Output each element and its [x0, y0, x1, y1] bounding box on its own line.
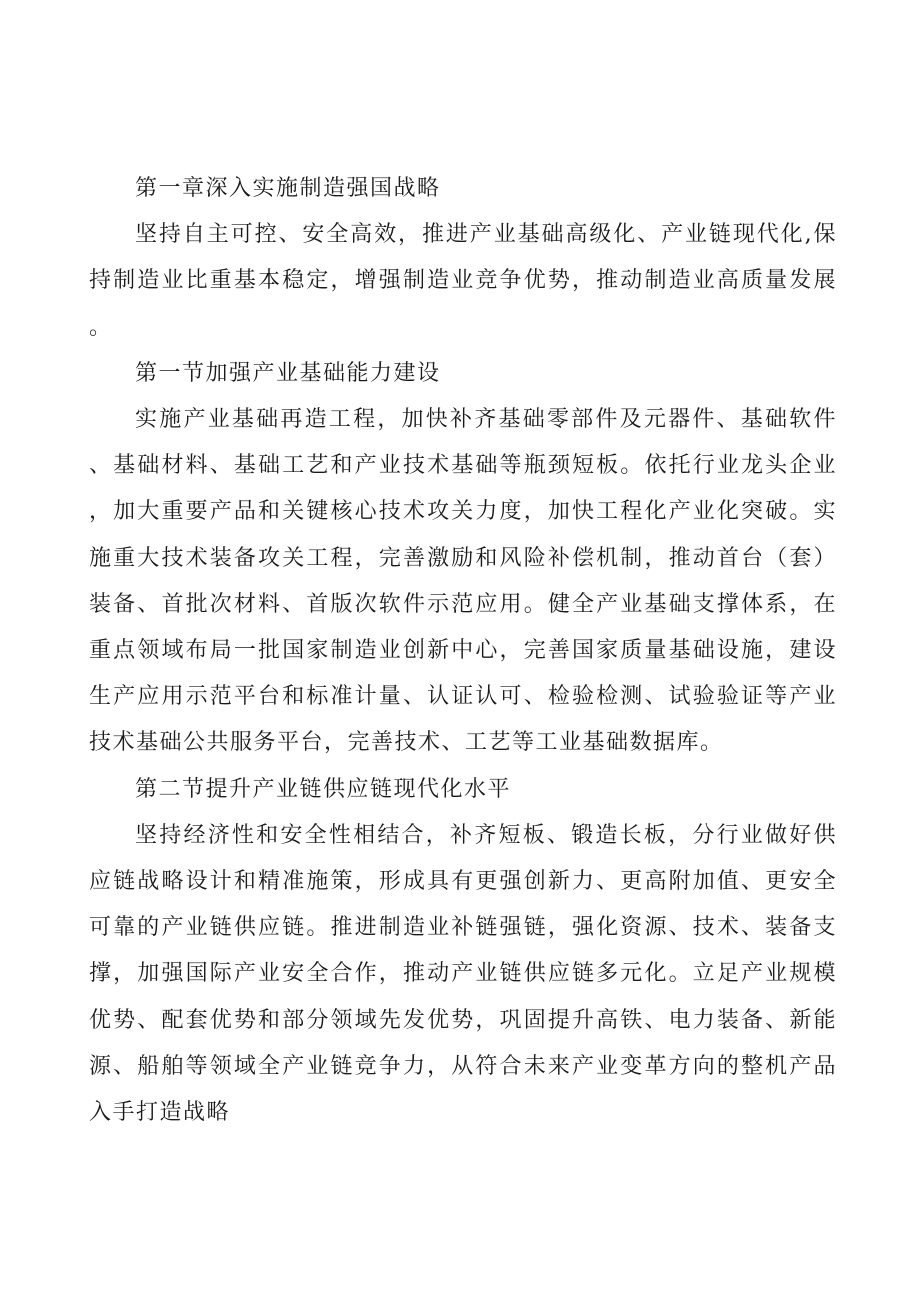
section-2-paragraph: 坚持经济性和安全性相结合，补齐短板、锻造长板，分行业做好供应链战略设计和精准施策，形成具有更强创新力、更高附加值、更安全可靠的产业链供应链。推进制造业补链强链，强化资源、技术、装备支撑，加强国际产业安全合作，推动产业链供应链多元化。立足产业规模优势、配套优势和部分领域先发优势，巩固提升高铁、电力装备、新能源、船舶等领域全产业链竞争力，从符合未来产业变革方向的整机产品入手打造战略	[89, 822, 837, 1126]
section-1-paragraph: 实施产业基础再造工程，加快补齐基础零部件及元器件、基础软件、基础材料、基础工艺和产业技术基础等瓶颈短板。依托行业龙头企业，加大重要产品和关键核心技术攻关力度，加快工程化产业化突破。实施重大技术装备攻关工程，完善激励和风险补偿机制，推动首台（套）装备、首批次材料、首版次软件示范应用。健全产业基础支撑体系，在重点领域布局一批国家制造业创新中心，完善国家质量基础设施，建设生产应用示范平台和标准计量、认证认可、检验检测、试验验证等产业技术基础公共服务平台，完善技术、工艺等工业基础数据库。	[89, 407, 837, 756]
document-body	[89, 166, 837, 1136]
section-2-title: 第二节提升产业链供应链现代化水平	[135, 776, 512, 802]
section-1-title: 第一节加强产业基础能力建设	[135, 360, 441, 386]
chapter-title: 第一章深入实施制造强国战略	[135, 176, 441, 201]
chapter-intro-paragraph: 坚持自主可控、安全高效，推进产业基础高级化、产业链现代化,保持制造业比重基本稳定，增强制造业竞争优势，推动制造业高质量发展。	[89, 222, 837, 340]
